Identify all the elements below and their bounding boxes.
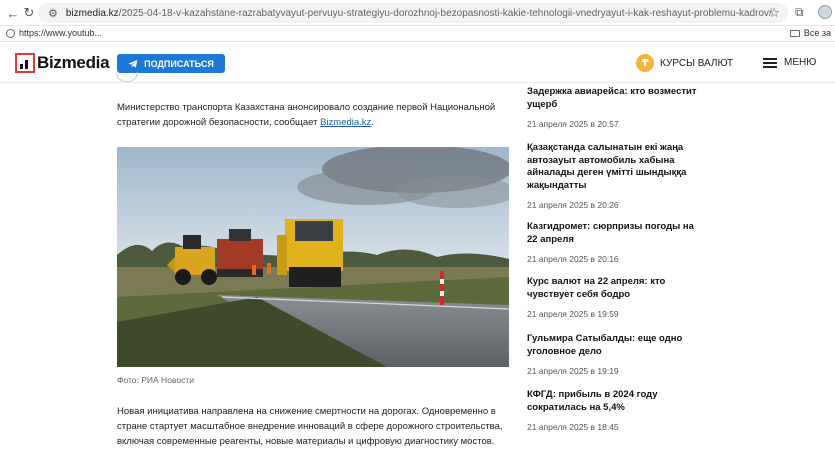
- news-date: 21 апреля 2025 в 19:19: [527, 366, 619, 376]
- lead-text: Министерство транспорта Казахстана анонсировало создание первой Национальной стратегии дорожной безопасности, сообщает: [117, 102, 496, 128]
- news-title[interactable]: Қазақстанда салынатын екі жаңа автозауыт автомобиль хабына айналады деген үмітті шындыққа жақындатты: [527, 142, 687, 191]
- bookmarks-bar: [0, 26, 835, 42]
- logo-text: Bizmedia: [37, 53, 110, 72]
- article-body: Новая инициатива направлена на снижение смертности на дорогах. Одновременно в стране стартует масштабное внедрение инноваций в сфере дорожного строительства, включая современные реагенты, новые материалы и цифровую диагностику мостов.: [117, 406, 503, 447]
- news-date: 21 апреля 2025 в 20:57: [527, 119, 619, 129]
- back-icon[interactable]: ←: [6, 5, 20, 21]
- url-text: [66, 8, 772, 19]
- bookmark-label: https://www.youtub...: [19, 28, 103, 38]
- all-bookmarks-label: Все за: [803, 28, 831, 38]
- currency-label: КУРСЫ ВАЛЮТ: [660, 57, 734, 69]
- url-host: bizmedia.kz: [65, 7, 119, 19]
- bookmark-star-icon[interactable]: ☆: [768, 5, 780, 20]
- photo-caption: Фото: РИА Новости: [117, 375, 194, 385]
- article-photo: [117, 147, 509, 367]
- reload-icon[interactable]: ↻: [23, 5, 35, 20]
- news-item[interactable]: [527, 333, 707, 376]
- currency-rates-link[interactable]: [636, 54, 733, 72]
- subscribe-button[interactable]: [117, 54, 225, 73]
- menu-button[interactable]: [763, 57, 816, 68]
- logo-mark-icon: [15, 53, 35, 73]
- url-path: /2025-04-18-v-kazahstane-razrabatyvayut-pervuyu-strategiyu-dorozhnoj-bezopasnosti-kakie-tehnologii-vnedryayut-i-kak-reshayut-problemu-kadrov/: [118, 7, 772, 19]
- news-title[interactable]: Гульмира Сатыбалды: еще одно уголовное дело: [527, 333, 683, 357]
- address-bar[interactable]: [38, 3, 788, 23]
- globe-icon: [6, 29, 15, 38]
- folder-icon: [790, 30, 800, 37]
- subscribe-label: ПОДПИСАТЬСЯ: [144, 58, 214, 69]
- news-date: 21 апреля 2025 в 19:59: [527, 309, 619, 319]
- news-date: 21 апреля 2025 в 18:45: [527, 422, 619, 432]
- news-title[interactable]: Казгидромет: сюрпризы погоды на 22 апреля: [527, 221, 694, 245]
- tenge-coin-icon: ₸: [636, 54, 654, 72]
- site-info-icon[interactable]: ⚙: [48, 7, 58, 20]
- news-title[interactable]: Курс валют на 22 апреля: кто чувствует себя бодро: [527, 276, 666, 300]
- extensions-icon[interactable]: ⧉: [795, 5, 804, 19]
- telegram-icon: [128, 59, 138, 69]
- source-link[interactable]: Bizmedia.kz: [320, 117, 372, 128]
- news-date: 21 апреля 2025 в 20:26: [527, 200, 619, 210]
- news-item[interactable]: [527, 276, 707, 319]
- hamburger-icon: [763, 58, 777, 68]
- site-logo[interactable]: [15, 53, 109, 73]
- menu-label: МЕНЮ: [784, 57, 817, 68]
- profile-avatar[interactable]: [818, 5, 832, 19]
- news-item[interactable]: [527, 221, 707, 264]
- article-lead: Министерство транспорта Казахстана анонсировало создание первой Национальной стратегии дорожной безопасности, сообщает Bizmedia.kz.: [117, 102, 496, 128]
- news-title[interactable]: Задержка авиарейса: кто возместит ущерб: [527, 86, 697, 110]
- news-item[interactable]: [527, 86, 707, 129]
- browser-toolbar: [0, 0, 835, 26]
- news-item[interactable]: [527, 389, 707, 432]
- all-bookmarks[interactable]: [790, 28, 831, 38]
- news-date: 21 апреля 2025 в 20:16: [527, 254, 619, 264]
- news-title[interactable]: КФГД: прибыль в 2024 году сократилась на 5,4%: [527, 389, 658, 413]
- news-item[interactable]: [527, 142, 707, 210]
- bookmark-youtube[interactable]: [6, 28, 102, 38]
